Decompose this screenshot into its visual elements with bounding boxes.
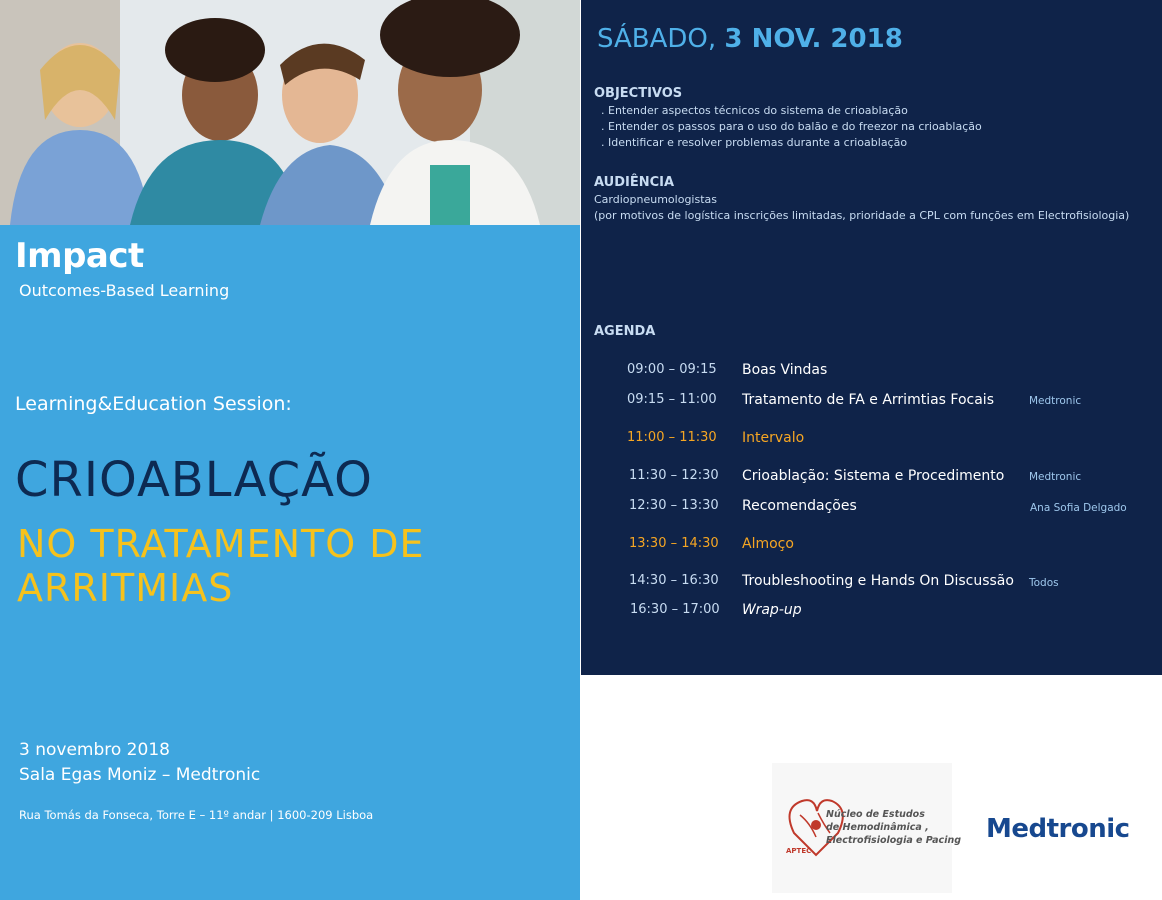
event-day — [597, 24, 903, 54]
aptec-logo-text: APTEC — [786, 847, 812, 855]
aptec-description — [826, 808, 961, 847]
agenda-item: Almoço — [742, 536, 794, 552]
event-date: 3 novembro 2018 — [19, 740, 170, 760]
event-address: Rua Tomás da Fonseca, Torre E – 11º andar | 1600-209 Lisboa — [19, 808, 374, 822]
day-date: 3 NOV. 2018 — [724, 24, 903, 54]
agenda-speaker: Ana Sofia Delgado — [1030, 502, 1127, 514]
objective-item: . Identificar e resolver problemas durante a crioablação — [601, 136, 908, 149]
brand-subtitle: Outcomes-Based Learning — [19, 281, 230, 300]
aptec-line3: Electrofisiologia e Pacing — [826, 835, 962, 846]
agenda-row — [581, 430, 1162, 452]
agenda-row — [581, 536, 1162, 558]
agenda-time: 16:30 – 17:00 — [630, 602, 720, 617]
session-label: Learning&Education Session: — [15, 393, 292, 415]
objective-item: . Entender aspectos técnicos do sistema de crioablação — [601, 104, 908, 117]
agenda-item: Wrap-up — [742, 602, 802, 618]
day-prefix: SÁBADO, — [597, 24, 717, 54]
main-subtitle-line2: ARRITMIAS — [17, 566, 234, 610]
agenda-time: 11:00 – 11:30 — [627, 430, 717, 445]
agenda-heading: AGENDA — [594, 324, 656, 339]
agenda-speaker: Medtronic — [1029, 471, 1082, 483]
agenda-item: Recomendações — [742, 498, 857, 514]
agenda-time: 09:00 – 09:15 — [627, 362, 717, 377]
students-photo — [0, 0, 580, 225]
event-venue: Sala Egas Moniz – Medtronic — [19, 765, 261, 785]
agenda-item: Troubleshooting e Hands On Discussão — [742, 573, 1014, 589]
agenda-row — [581, 392, 1162, 414]
agenda-time: 14:30 – 16:30 — [629, 573, 719, 588]
main-subtitle-line1: NO TRATAMENTO DE — [17, 522, 425, 566]
objectives-heading: OBJECTIVOS — [594, 86, 683, 101]
brand-title: Impact — [15, 236, 144, 276]
agenda-row — [581, 362, 1162, 384]
audience-line1: Cardiopneumologistas — [594, 193, 717, 206]
audience-heading: AUDIÊNCIA — [594, 175, 675, 190]
audience-line2: (por motivos de logística inscrições limitadas, prioridade a CPL com funções em Electrofisiologia) — [594, 209, 1130, 222]
objectives-list — [601, 103, 982, 151]
agenda-time: 13:30 – 14:30 — [629, 536, 719, 551]
agenda-item: Intervalo — [742, 430, 805, 446]
agenda-speaker: Medtronic — [1029, 395, 1082, 407]
agenda-row — [581, 468, 1162, 490]
agenda-item: Boas Vindas — [742, 362, 828, 378]
aptec-line1: Núcleo de Estudos — [826, 809, 925, 820]
objective-item: . Entender os passos para o uso do balão e do freezor na crioablação — [601, 120, 982, 133]
agenda-time: 11:30 – 12:30 — [629, 468, 719, 483]
main-subtitle — [17, 522, 577, 610]
agenda-row — [581, 573, 1162, 595]
audience-text — [594, 192, 1129, 224]
agenda-item: Tratamento de FA e Arrimtias Focais — [742, 392, 994, 408]
medtronic-logo: Medtronic — [986, 814, 1130, 844]
agenda-item: Crioablação: Sistema e Procedimento — [742, 468, 1005, 484]
agenda-row — [581, 602, 1162, 624]
left-panel — [0, 0, 580, 900]
main-title: CRIOABLAÇÃO — [15, 452, 373, 508]
agenda-time: 12:30 – 13:30 — [629, 498, 719, 513]
right-panel — [581, 0, 1162, 675]
agenda-time: 09:15 – 11:00 — [627, 392, 717, 407]
agenda-speaker: Todos — [1029, 577, 1059, 589]
aptec-line2: de Hemodinâmica , — [826, 822, 929, 833]
agenda-row — [581, 498, 1162, 520]
